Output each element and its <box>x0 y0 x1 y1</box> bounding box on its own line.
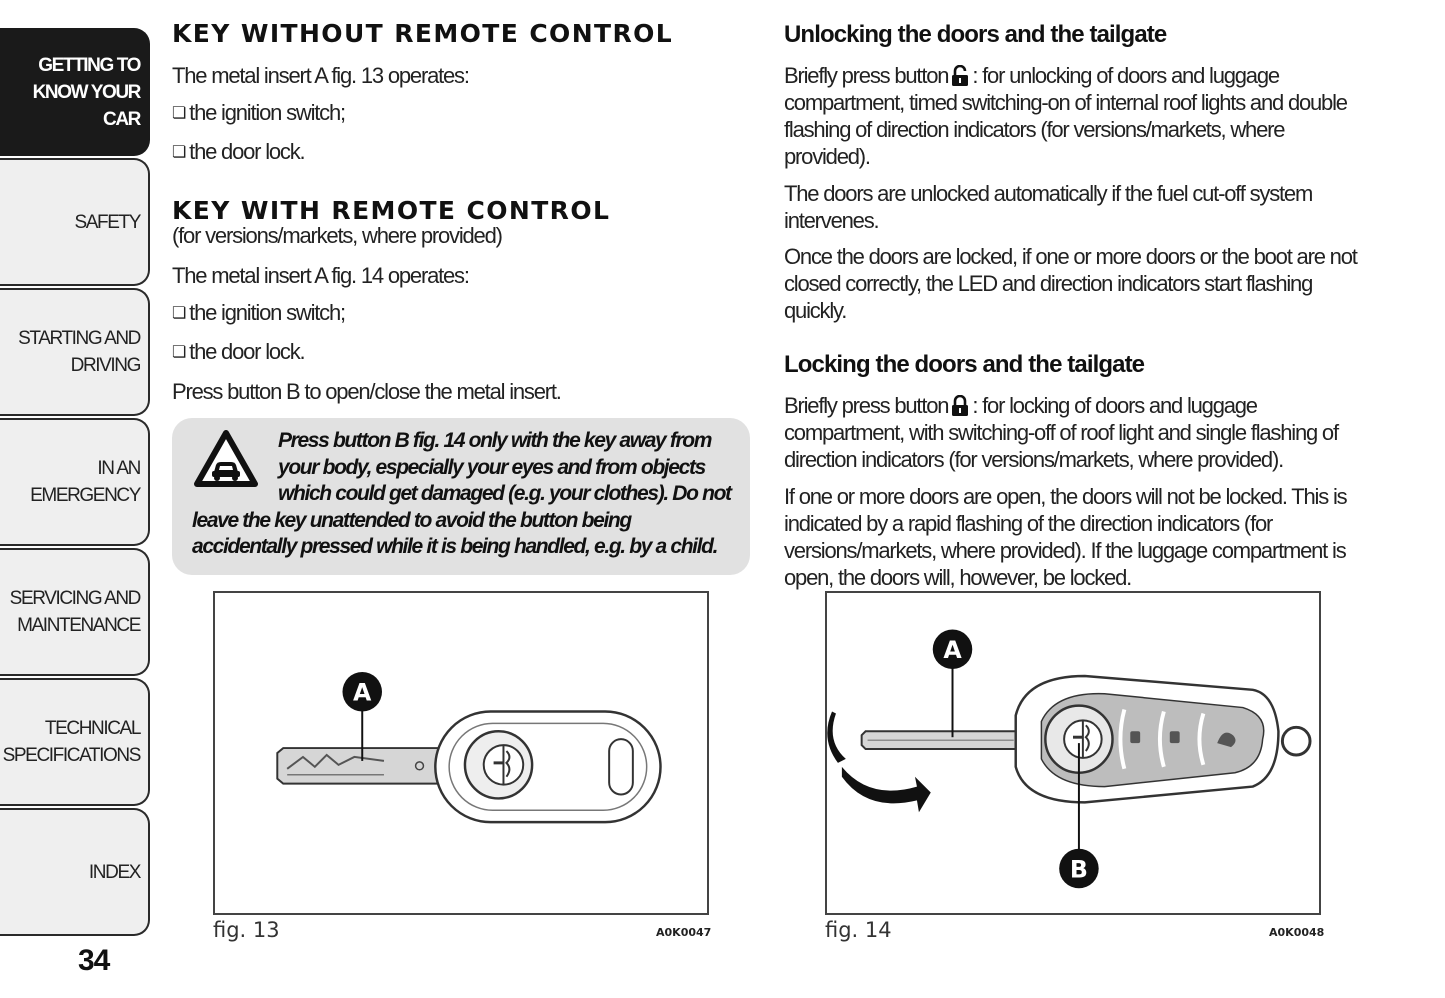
paragraph-locking <box>784 392 1374 473</box>
car-warning-triangle-icon <box>194 430 258 488</box>
tab-index[interactable]: INDEX <box>0 808 150 936</box>
callout-a: A <box>943 636 962 665</box>
key-without-remote-illustration <box>215 593 707 913</box>
list-item: ❏ the ignition switch; <box>172 99 752 129</box>
warning-body: Press button B fig. 14 only with the key away from your body, especially your eyes and from objects which could get damaged (e.g. your clothes). Do not leave the key unattended to avoid the button being accidentally pressed while it is being handled, e.g. by a child. <box>192 429 731 558</box>
tab-safety[interactable]: SAFETY <box>0 158 150 286</box>
lock-text-after: : for locking of doors and luggage compartment, with switching-off of roof light and single flashing of direction indicators (for versions/markets, where provided). <box>784 393 1338 472</box>
tab-technical-specifications[interactable]: TECHNICAL SPECIFICATIONS <box>0 678 150 806</box>
figure-14 <box>825 591 1321 915</box>
unlock-icon <box>951 65 969 87</box>
paragraph-fig14-intro: The metal insert A fig. 14 operates: <box>172 263 469 288</box>
tab-starting-and-driving[interactable]: STARTING AND DRIVING <box>0 288 150 416</box>
tab-in-an-emergency[interactable]: IN AN EMERGENCY <box>0 418 150 546</box>
callout-b: B <box>1069 855 1088 884</box>
warning-box <box>172 418 750 575</box>
list-item: ❏ the door lock. <box>172 338 752 368</box>
callout-a: A <box>353 678 372 707</box>
paragraph-unlocking <box>784 62 1374 170</box>
paragraph-fig13-intro: The metal insert A fig. 13 operates: <box>172 63 469 88</box>
key-with-remote-illustration <box>827 593 1319 913</box>
right-column <box>784 18 1374 591</box>
lock-text-before: Briefly press button <box>784 393 949 418</box>
left-column <box>172 18 752 405</box>
paragraph-doors-open: If one or more doors are open, the doors will not be locked. This is indicated by a rapid flashing of the direction indicators (for versions/markets, where provided). If the luggage compartment is open, the doors will, however, be locked. <box>784 484 1347 590</box>
figure-13-caption: fig. 13 <box>213 918 280 942</box>
warning-text <box>192 428 736 561</box>
heading-key-with-remote: KEY WITH REMOTE CONTROL <box>172 196 611 225</box>
list-item: ❏ the door lock. <box>172 138 752 168</box>
figure-14-code: A0K0048 <box>1269 926 1325 939</box>
list-item: ❏ the ignition switch; <box>172 299 752 329</box>
figure-13-code: A0K0047 <box>656 926 712 939</box>
paragraph-button-b: Press button B to open/close the metal insert. <box>172 379 561 404</box>
heading-key-without-remote: KEY WITHOUT REMOTE CONTROL <box>172 19 674 48</box>
figure-14-caption: fig. 14 <box>825 918 892 942</box>
page-number: 34 <box>78 944 110 977</box>
figure-13 <box>213 591 709 915</box>
unlock-text-before: Briefly press button <box>784 63 949 88</box>
tab-servicing-and-maintenance[interactable]: SERVICING AND MAINTENANCE <box>0 548 150 676</box>
lock-icon <box>951 395 969 417</box>
paragraph-fuel-cut-off: The doors are unlocked automatically if the fuel cut-off system intervenes. <box>784 181 1313 233</box>
heading-unlocking: Unlocking the doors and the tailgate <box>784 21 1167 48</box>
tab-getting-to-know-your-car[interactable]: GETTING TO KNOW YOUR CAR <box>0 28 150 156</box>
paragraph-availability: (for versions/markets, where provided) <box>172 223 502 248</box>
paragraph-doors-not-closed: Once the doors are locked, if one or more doors or the boot are not closed correctly, the LED and direction indicators start flashing quickly. <box>784 244 1357 323</box>
unlock-text-after: : for unlocking of doors and luggage compartment, timed switching-on of internal roof lights and double flashing of direction indicators (for versions/markets, where provided). <box>784 63 1347 169</box>
heading-locking: Locking the doors and the tailgate <box>784 351 1145 378</box>
